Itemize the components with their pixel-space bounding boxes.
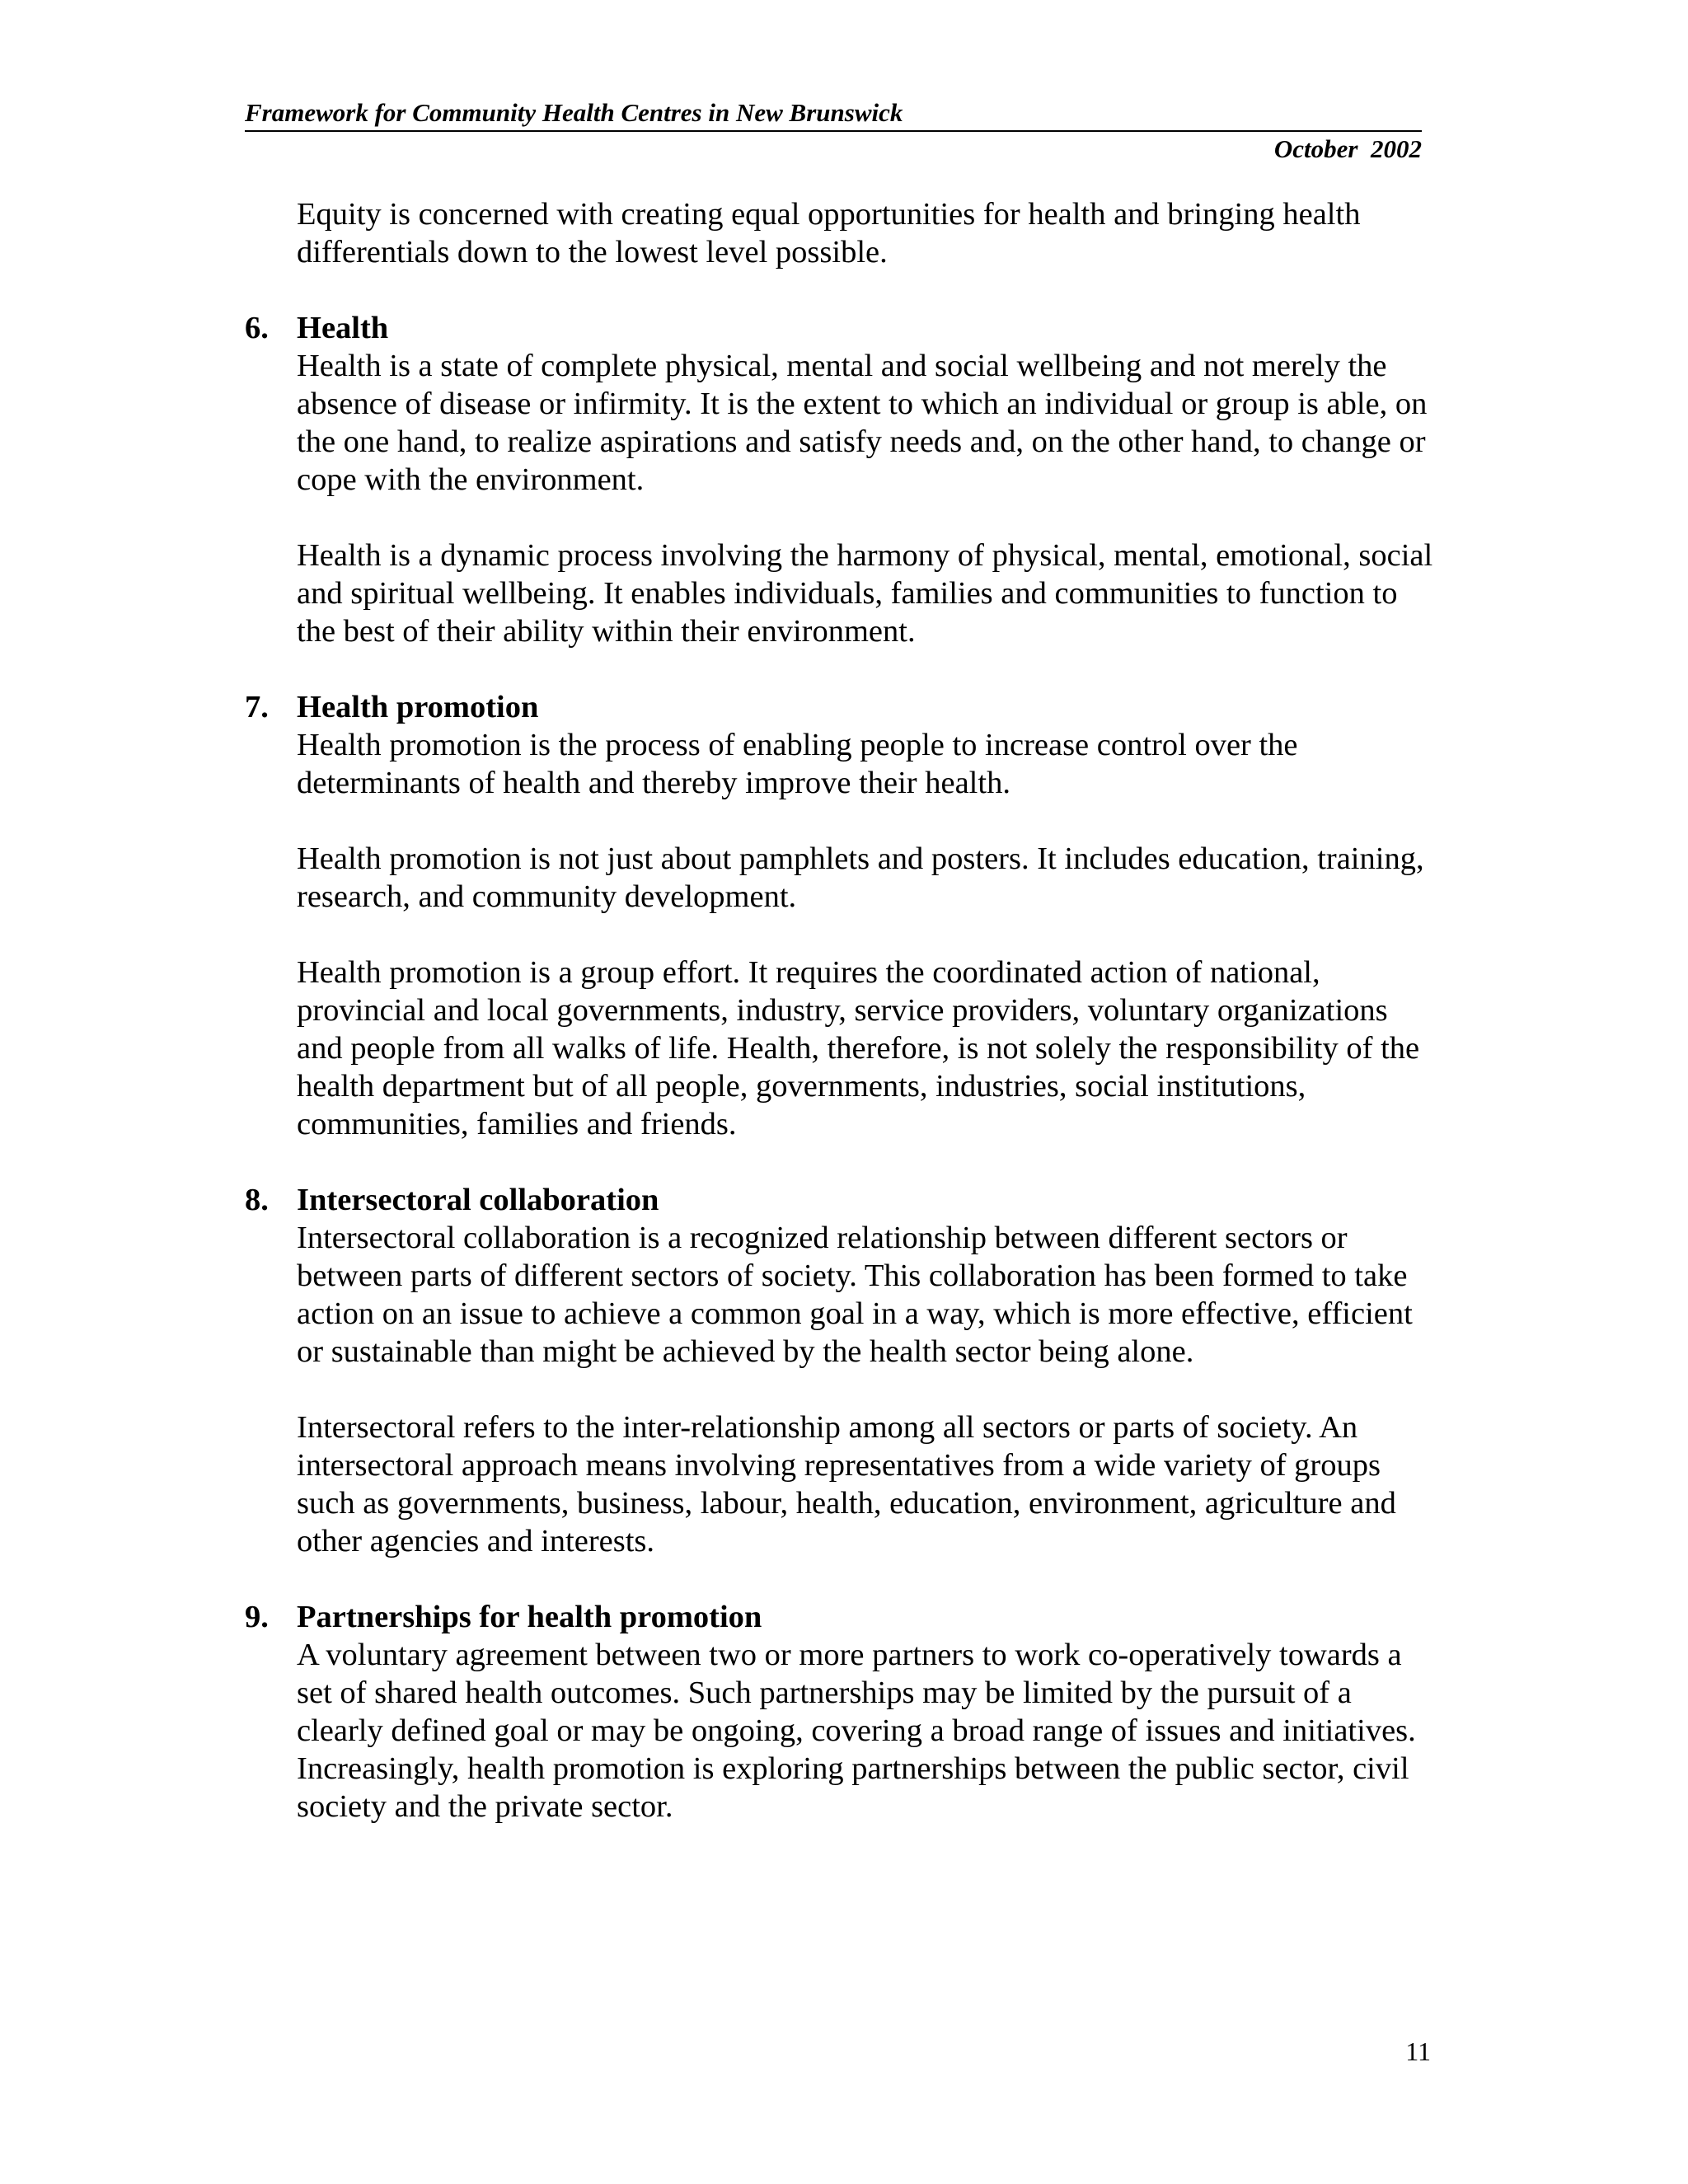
section-title: Health [297, 311, 389, 345]
section-paragraph: Health promotion is the process of enabling people to increase control over the determinants of health and thereby improve their health. [297, 728, 1298, 800]
running-header-title: Framework for Community Health Centres in New Brunswick [245, 97, 1422, 132]
section-title: Partnerships for health promotion [297, 1600, 762, 1634]
section-number: 8. [245, 1183, 269, 1217]
page-number: 11 [1405, 2036, 1431, 2066]
section-heading [245, 309, 1432, 347]
section-number: 6. [245, 311, 269, 345]
section-title: Health promotion [297, 690, 539, 724]
section-paragraph: Health promotion is a group effort. It requires the coordinated action of national, provincial and local governments, industry, service providers, voluntary organizations and people from all walks of life. Health, therefore, is not solely the responsibility of the health department but of all people, governments, industries, social institutions, communities, families and friends. [297, 955, 1420, 1141]
intro-paragraph: Equity is concerned with creating equal opportunities for health and bringing health differentials down to the lowest level possible. [297, 197, 1361, 269]
section-number: 7. [245, 690, 269, 724]
section-paragraph: Health is a dynamic process involving the harmony of physical, mental, emotional, social and spiritual wellbeing. It enables individuals, families and communities to function to the best of their ability within their environment. [297, 538, 1433, 649]
section-intersectoral-collaboration [245, 1181, 1432, 1560]
section-number: 9. [245, 1600, 269, 1634]
section-title: Intersectoral collaboration [297, 1183, 659, 1217]
section-heading [245, 1181, 1432, 1219]
section-paragraph: Health is a state of complete physical, mental and social wellbeing and not merely the absence of disease or infirmity. It is the extent to which an individual or group is able, on the one hand, to realize aspirations and satisfy needs and, on the other hand, to change or cope with the environment. [297, 349, 1428, 497]
running-header-date: October 2002 [1273, 134, 1422, 163]
section-paragraph: Health promotion is not just about pamphlets and posters. It includes education, training, research, and community development. [297, 841, 1424, 914]
section-heading [245, 688, 1432, 726]
section-paragraph: Intersectoral collaboration is a recognized relationship between different sectors or between parts of different sectors of society. This collaboration has been formed to take action on an issue to achieve a common goal in a way, which is more effective, efficient or sustainable than might be achieved by the health sector being alone. [297, 1221, 1413, 1369]
section-health-promotion [245, 688, 1432, 1143]
document-body [245, 195, 1432, 1863]
section-heading [245, 1598, 1432, 1636]
section-paragraph: Intersectoral refers to the inter-relationship among all sectors or parts of society. An intersectoral approach means involving representatives from a wide variety of groups such as governments, business, labour, health, education, environment, agriculture and other agencies and interests. [297, 1410, 1396, 1558]
section-health [245, 309, 1432, 650]
section-partnerships [245, 1598, 1432, 1825]
section-paragraph: A voluntary agreement between two or more partners to work co-operatively towards a set of shared health outcomes. Such partnerships may be limited by the pursuit of a clearly defined goal or may be ongoing, covering a broad range of issues and initiatives. Increasingly, health promotion is exploring partnerships between the public sector, civil society and the private sector. [297, 1638, 1416, 1824]
